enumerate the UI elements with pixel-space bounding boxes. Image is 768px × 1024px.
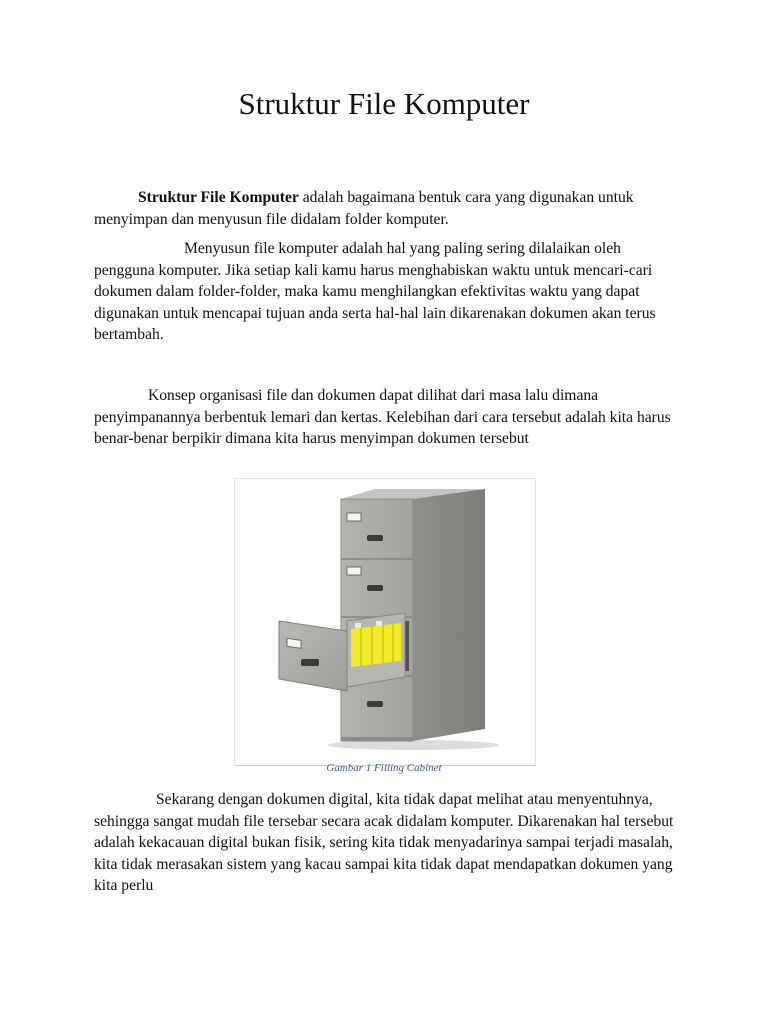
term-bold: Struktur File Komputer <box>138 189 299 206</box>
definition-text: adalah bagaimana bentuk cara yang digunakan untuk menyimpan dan menyusun file didalam folder komputer. <box>94 189 634 228</box>
paragraph-concept: Konsep organisasi file dan dokumen dapat dilihat dari masa lalu dimana penyimpanannya berbentuk lemari dan kertas. Kelebihan dari cara tersebut adalah kita harus benar-benar berpikir dimana kita harus menyimpan dokumen tersebut <box>94 387 671 448</box>
filing-cabinet-figure <box>234 478 536 766</box>
page-title: Struktur File Komputer <box>238 86 530 121</box>
paragraph-importance: Menyusun file komputer adalah hal yang paling sering dilalaikan oleh pengguna komputer. Jika setiap kali kamu harus menghabiskan waktu untuk mencari-cari dokumen dalam folder-folder, maka kamu menghilangkan efektivitas waktu yang dapat digunakan untuk mencapai tujuan anda serta hal-hal lain dikarenakan dokumen akan terus bertambah. <box>94 240 656 344</box>
paragraph-definition <box>94 187 678 230</box>
paragraph-digital: Sekarang dengan dokumen digital, kita tidak dapat melihat atau menyentuhnya, sehingga sangat mudah file tersebar secara acak didalam komputer. Dikarenakan hal tersebut adalah kekacauan digital bukan fisik, sering kita tidak menyadarinya sampai terjadi masalah, kita tidak merasakan sistem yang kacau sampai kita tidak dapat mendapatkan dokumen yang kita perlu <box>94 791 674 895</box>
figure-caption: Gambar 1 Filling Cabinet <box>326 762 442 774</box>
filing-cabinet-icon <box>235 479 535 765</box>
